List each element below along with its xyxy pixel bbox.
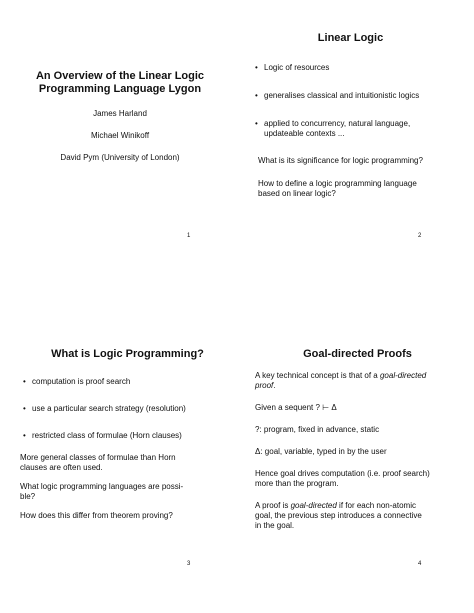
paragraph-line: more than the program. [255, 479, 339, 488]
paragraph-line: clauses are often used. [20, 463, 103, 472]
paragraph: ?: program, fixed in advance, static [255, 425, 380, 434]
bullet-text: restricted class of formulae (Horn clauses) [32, 431, 182, 440]
bullet-icon: • [255, 119, 258, 128]
bullet-icon: • [255, 91, 258, 100]
author: David Pym (University of London) [60, 153, 180, 162]
paragraph [20, 511, 235, 521]
emphasis: goal-directed [290, 501, 337, 510]
slide-title [10, 70, 230, 96]
paragraph-line: How does this differ from theorem proving? [20, 511, 173, 520]
page-number: 4 [418, 561, 422, 567]
bullet-icon: • [23, 377, 26, 386]
paragraph [20, 453, 235, 473]
bullet-item [20, 404, 235, 414]
paragraph-line: based on linear logic? [258, 189, 336, 198]
paragraph-line: goal, the previous step introduces a connective [255, 511, 422, 520]
paragraph-line: Hence goal drives computation (i.e. proof search) [255, 469, 430, 478]
title-line: An Overview of the Linear Logic [35, 70, 205, 82]
bullet-text: Logic of resources [264, 63, 330, 72]
text-run: . [273, 381, 276, 390]
emphasis: goal-directed [379, 371, 427, 380]
paragraph-line: ble? [20, 492, 36, 501]
slide-title: Goal-directed Proofs [303, 348, 412, 360]
bullet-text: computation is proof search [32, 377, 131, 386]
bullet-item [20, 377, 235, 387]
paragraph [258, 156, 463, 166]
bullet-icon: • [255, 63, 258, 72]
bullet-item [20, 431, 235, 441]
bullet-text: updateable contexts ... [264, 129, 345, 138]
slide-2 [238, 32, 463, 199]
bullet-text: generalises classical and intuitionistic logics [264, 91, 420, 100]
author: Michael Winikoff [90, 131, 150, 140]
text-run: if for each non-atomic [336, 501, 416, 510]
bullet-icon: • [23, 404, 26, 413]
bullet-item [252, 63, 463, 73]
page-number: 2 [418, 233, 422, 239]
slide-3 [20, 348, 235, 521]
paragraph-line [255, 501, 465, 511]
paragraph [255, 371, 465, 391]
page-number: 1 [187, 233, 191, 239]
paragraph-line: What logic programming languages are possi- [20, 482, 184, 491]
author: James Harland [93, 109, 147, 118]
bullet-text: applied to concurrency, natural language, [264, 119, 411, 128]
slide-title: What is Logic Programming? [51, 348, 204, 360]
paragraph [255, 469, 465, 489]
bullet-item [252, 91, 463, 101]
slide-title: Linear Logic [317, 32, 384, 44]
page-number: 3 [187, 561, 191, 567]
slide-1 [10, 70, 230, 163]
bullet-text: use a particular search strategy (resolution) [32, 404, 186, 413]
title-line: Programming Language Lygon [38, 83, 202, 95]
slide-4 [255, 348, 465, 531]
bullet-item [252, 119, 463, 139]
paragraph: Δ: goal, variable, typed in by the user [255, 447, 387, 456]
paragraph [20, 482, 235, 502]
text-run: A key technical concept is that of a [255, 371, 380, 380]
paragraph [255, 501, 465, 531]
paragraph-line: How to define a logic programming language [258, 179, 417, 188]
paragraph-line: in the goal. [255, 521, 295, 530]
paragraph: Given a sequent ? ⊢ Δ [255, 403, 337, 412]
text-run: A proof is [255, 501, 291, 510]
emphasis: proof [255, 381, 274, 390]
paragraph [258, 179, 463, 199]
paragraph-line: What is its significance for logic programming? [258, 156, 423, 165]
paragraph-line: More general classes of formulae than Horn [20, 453, 176, 462]
bullet-icon: • [23, 431, 26, 440]
